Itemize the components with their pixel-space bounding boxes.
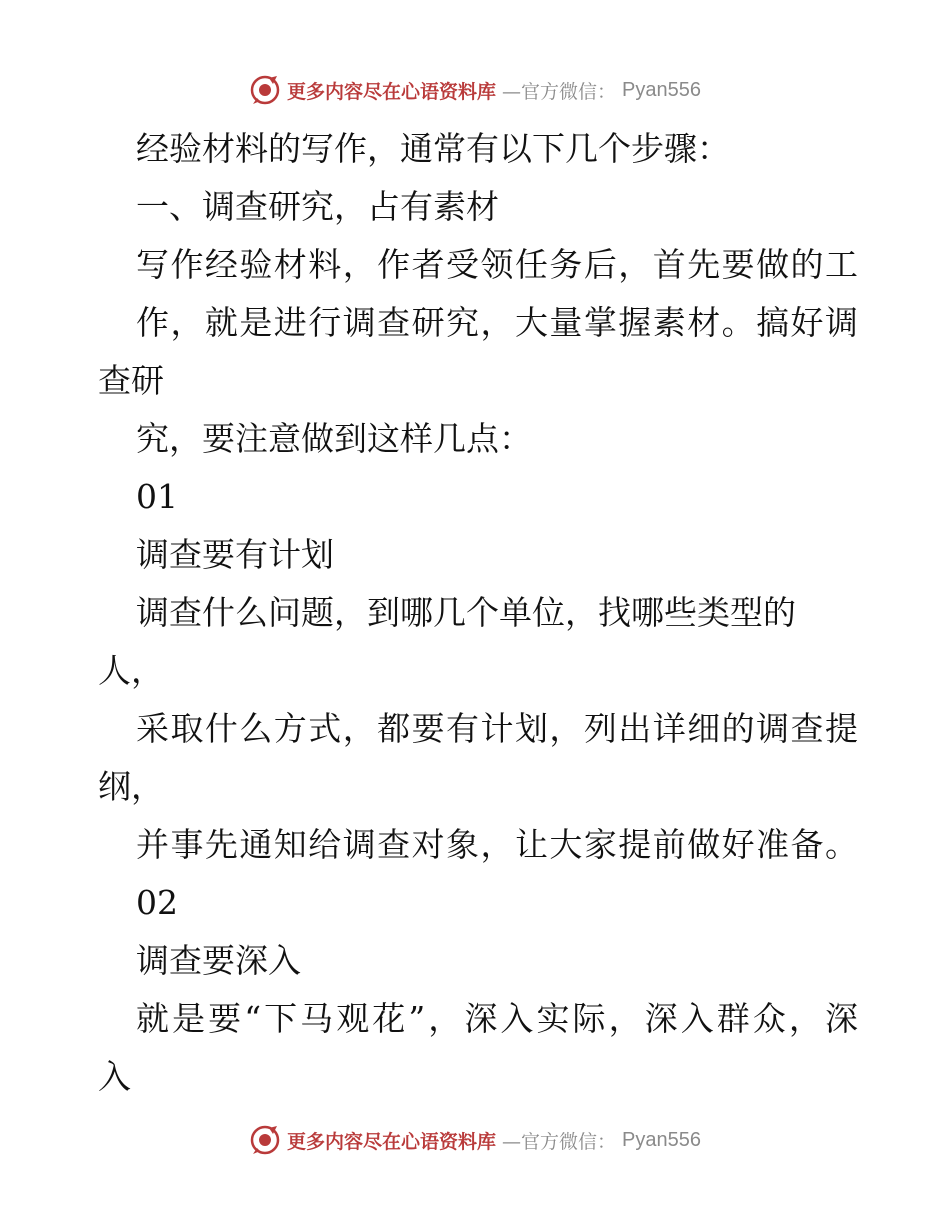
item-heading: 调查要有计划 <box>136 535 334 574</box>
text-line: 经验材料的写作，通常有以下几个步骤： <box>136 129 730 168</box>
watermark-title: 更多内容尽在心语资料库 <box>287 80 497 103</box>
watermark-title: 更多内容尽在心语资料库 <box>287 1130 497 1153</box>
footer-watermark <box>0 1120 950 1160</box>
text-line: 究，要注意做到这样几点： <box>136 419 532 458</box>
item-number: 01 <box>136 477 178 516</box>
text-line: 作，就是进行调查研究，大量掌握素材。搞好调 <box>136 303 858 342</box>
document-body <box>98 120 858 1106</box>
watermark-id: Pyan556 <box>622 78 701 101</box>
text-line: 并事先通知给调查对象，让大家提前做好准备。 <box>136 825 858 864</box>
text-line: 纲， <box>98 767 164 806</box>
text-line: 入 <box>98 1057 131 1096</box>
watermark-label: —官方微信： <box>502 80 617 103</box>
item-heading: 调查要深入 <box>136 941 301 980</box>
pen-logo-icon <box>249 1124 281 1156</box>
section-heading: 一、调查研究，占有素材 <box>136 187 499 226</box>
text-line: 就是要“下马观花”，深入实际，深入群众，深 <box>136 999 858 1038</box>
watermark-id: Pyan556 <box>622 1128 701 1151</box>
pen-logo-icon <box>249 74 281 106</box>
text-line: 采取什么方式，都要有计划，列出详细的调查提 <box>136 709 858 748</box>
watermark-label: —官方微信： <box>502 1130 617 1153</box>
text-line: 人， <box>98 651 164 690</box>
text-line: 调查什么问题，到哪几个单位，找哪些类型的 <box>136 593 796 632</box>
text-line: 写作经验材料，作者受领任务后，首先要做的工 <box>136 245 858 284</box>
header-watermark <box>0 70 950 110</box>
item-number: 02 <box>136 883 178 922</box>
text-line: 查研 <box>98 361 164 400</box>
